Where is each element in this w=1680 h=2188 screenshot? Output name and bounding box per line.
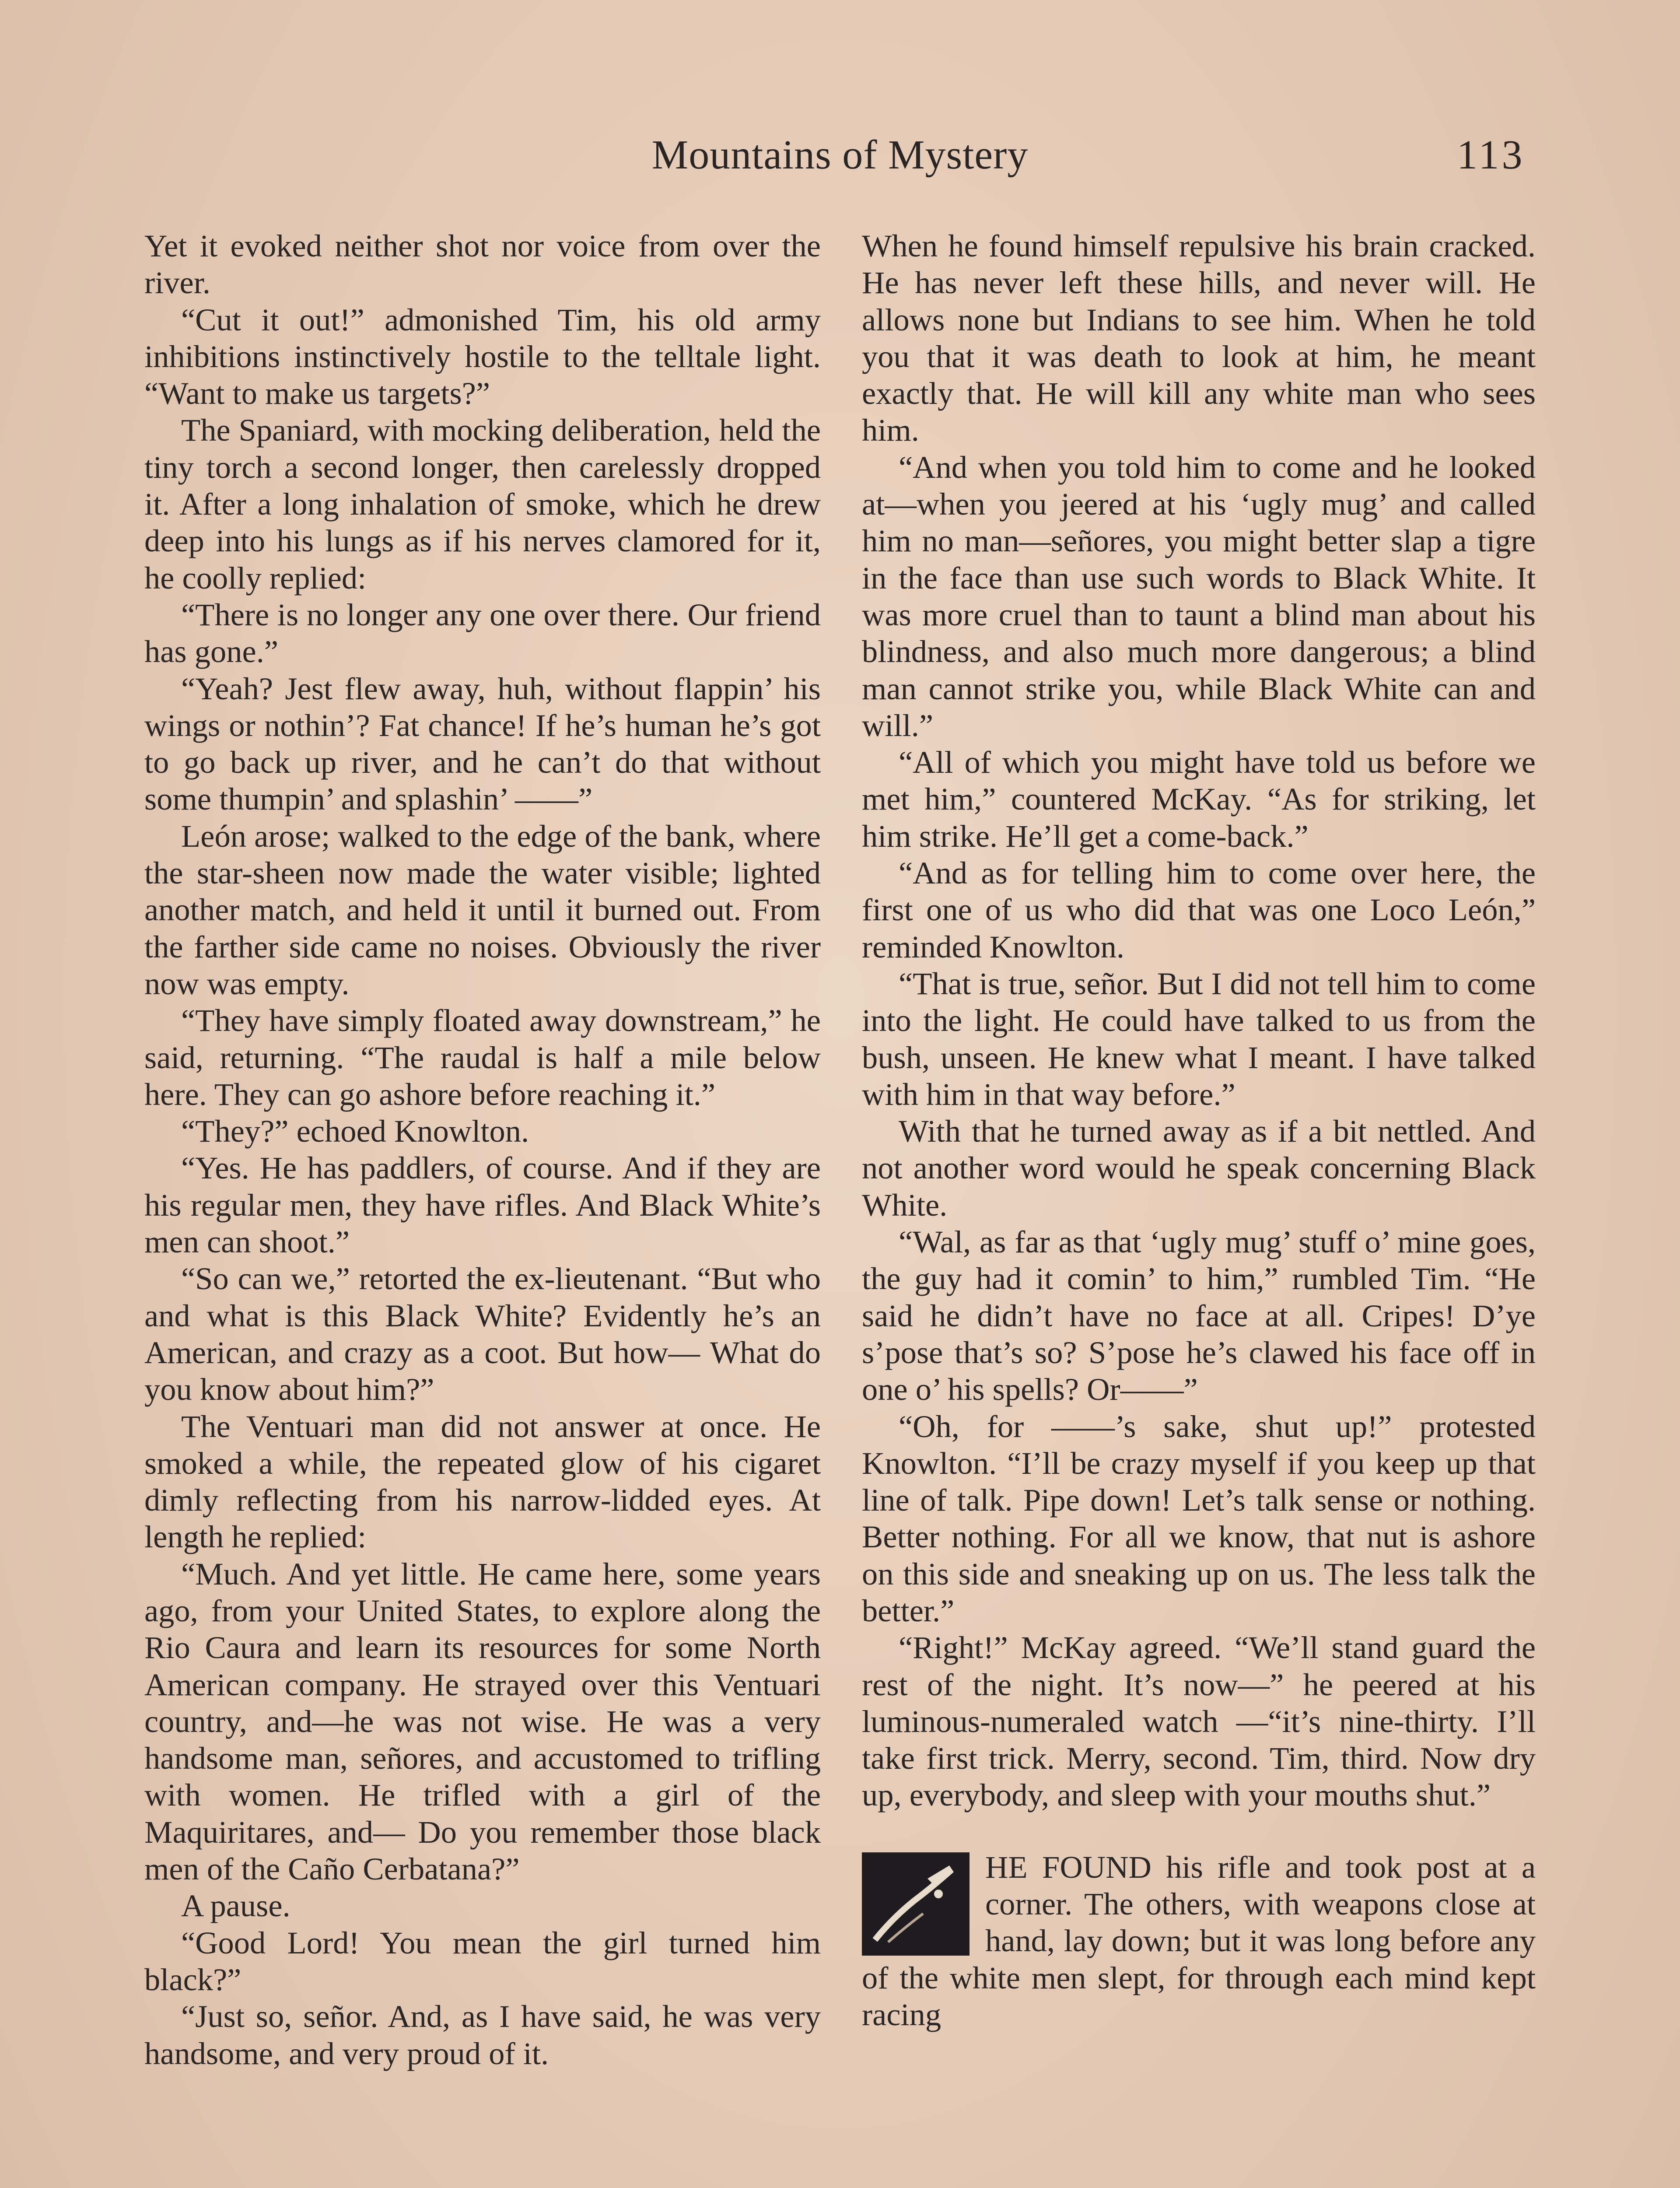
paragraph: “Right!” McKay agreed. “We’ll stand guard the rest of the night. It’s now—” he peered at his luminous-numeraled watch —“it’s nine-thirty. I’ll take first trick. Merry, second. Tim, third. Now dry up, everybody, and sleep with your mouths shut.” [862, 1630, 1536, 1813]
paragraph: “That is true, señor. But I did not tell him to come into the light. He could have talked to us from the bush, unseen. He knew what I meant. I have talked with him in that way before.” [862, 965, 1536, 1112]
paragraph: The Ventuari man did not answer at once. He smoked a while, the repeated glow of his cigaret dimly reflecting from his narrow-lidded eyes. At length he replied: [144, 1408, 821, 1555]
left-column [144, 228, 821, 2072]
paragraph: A pause. [181, 1888, 290, 1924]
paragraph: “Wal, as far as that ‘ugly mug’ stuff o’ mine goes, the guy had it comin’ to him,” rumbled Tim. “He said he didn’t have no face at all. Cripes! D’ye s’pose that’s so? S’pose he’s clawed his face off in one o’ his spells? Or——” [862, 1224, 1536, 1407]
paragraph: “So can we,” retorted the ex-lieutenant. “But who and what is this Black White? Evidently he’s an American, and crazy as a coot. But how— What do you know about him?” [144, 1261, 821, 1407]
paragraph: León arose; walked to the edge of the bank, where the star-sheen now made the water visible; lighted another match, and held it until it burned out. From the farther side came no noises. Obviously the river now was empty. [144, 818, 821, 1001]
paragraph: “Good Lord! You mean the girl turned him black?” [144, 1925, 821, 1997]
paragraph: When he found himself repulsive his brain cracked. He has never left these hills, and never will. He allows none but Indians to see him. When he told you that it was death to look at him, he meant exactly that. He will kill any white man who sees him. [862, 228, 1536, 448]
paragraph: “There is no longer any one over there. Our friend has gone.” [144, 596, 821, 670]
paragraph: “Oh, for ——’s sake, shut up!” protested Knowlton. “I’ll be crazy myself if you keep up that line of talk. Pipe down! Let’s talk sense or nothing. Better nothing. For all we know, that nut is ashore on this side and sneaking up on us. The less talk the better.” [862, 1408, 1536, 1628]
paragraph: “And when you told him to come and he looked at—when you jeered at his ‘ugly mug’ and called him no man—señores, you might better slap a tigre in the face than use such words to Black White. It was more cruel than to taunt a blind man about his blindness, and also much more dangerous; a blind man cannot strike you, while Black White can and will.” [862, 449, 1536, 743]
paragraph: “Yes. He has paddlers, of course. And if they are his regular men, they have rifles. And Black White’s men can shoot.” [144, 1150, 821, 1260]
paragraph: “And as for telling him to come over here, the first one of us who did that was one Loco León,” reminded Knowlton. [862, 855, 1536, 964]
paragraph-text: HE FOUND his rifle and took post at a corner. The others, with weapons close at hand, lay down; but it was long before any of the white men slept, for through each mind kept racing [862, 1849, 1536, 2032]
paragraph: The Spaniard, with mocking deliberation, held the tiny torch a second longer, then carelessly dropped it. After a long inhalation of smoke, which he drew deep into his lungs as if his nerves clamored for it, he coolly replied: [144, 412, 821, 596]
paragraph: With that he turned away as if a bit nettled. And not another word would he speak concerning Black White. [862, 1113, 1536, 1223]
paragraph: “All of which you might have told us before we met him,” countered McKay. “As for striking, let him strike. He’ll get a come-back.” [862, 744, 1536, 854]
running-head-title: Mountains of Mystery [651, 132, 1029, 178]
page-number: 113 [1457, 132, 1525, 178]
paragraph: “They?” echoed Knowlton. [181, 1113, 529, 1149]
drop-cap-t-ornament-icon [862, 1852, 970, 1956]
section-opening-paragraph [862, 1849, 1536, 2033]
right-column [862, 228, 1536, 2033]
paragraph: “Much. And yet little. He came here, some years ago, from your United States, to explore along the Rio Caura and learn its resources for some North American company. He strayed over this Ventuari country, and—he was not wise. He was a very handsome man, señores, and accustomed to trifling with women. He trifled with a girl of the Maquiritares, and— Do you remember those black men of the Caño Cerbatana?” [144, 1556, 821, 1887]
paragraph: “They have simply floated away downstream,” he said, returning. “The raudal is half a mile below here. They can go ashore before reaching it.” [144, 1003, 821, 1112]
paragraph: “Yeah? Jest flew away, huh, without flappin’ his wings or nothin’? Fat chance! If he’s human he’s got to go back up river, and he can’t do that without some thumpin’ and splashin’ ——” [144, 670, 821, 817]
paragraph: Yet it evoked neither shot nor voice from over the river. [144, 228, 821, 301]
paragraph: “Just so, señor. And, as I have said, he was very handsome, and very proud of it. [144, 1999, 821, 2071]
paragraph: “Cut it out!” admonished Tim, his old army inhibitions instinctively hostile to the telltale light. “Want to make us targets?” [144, 302, 821, 411]
